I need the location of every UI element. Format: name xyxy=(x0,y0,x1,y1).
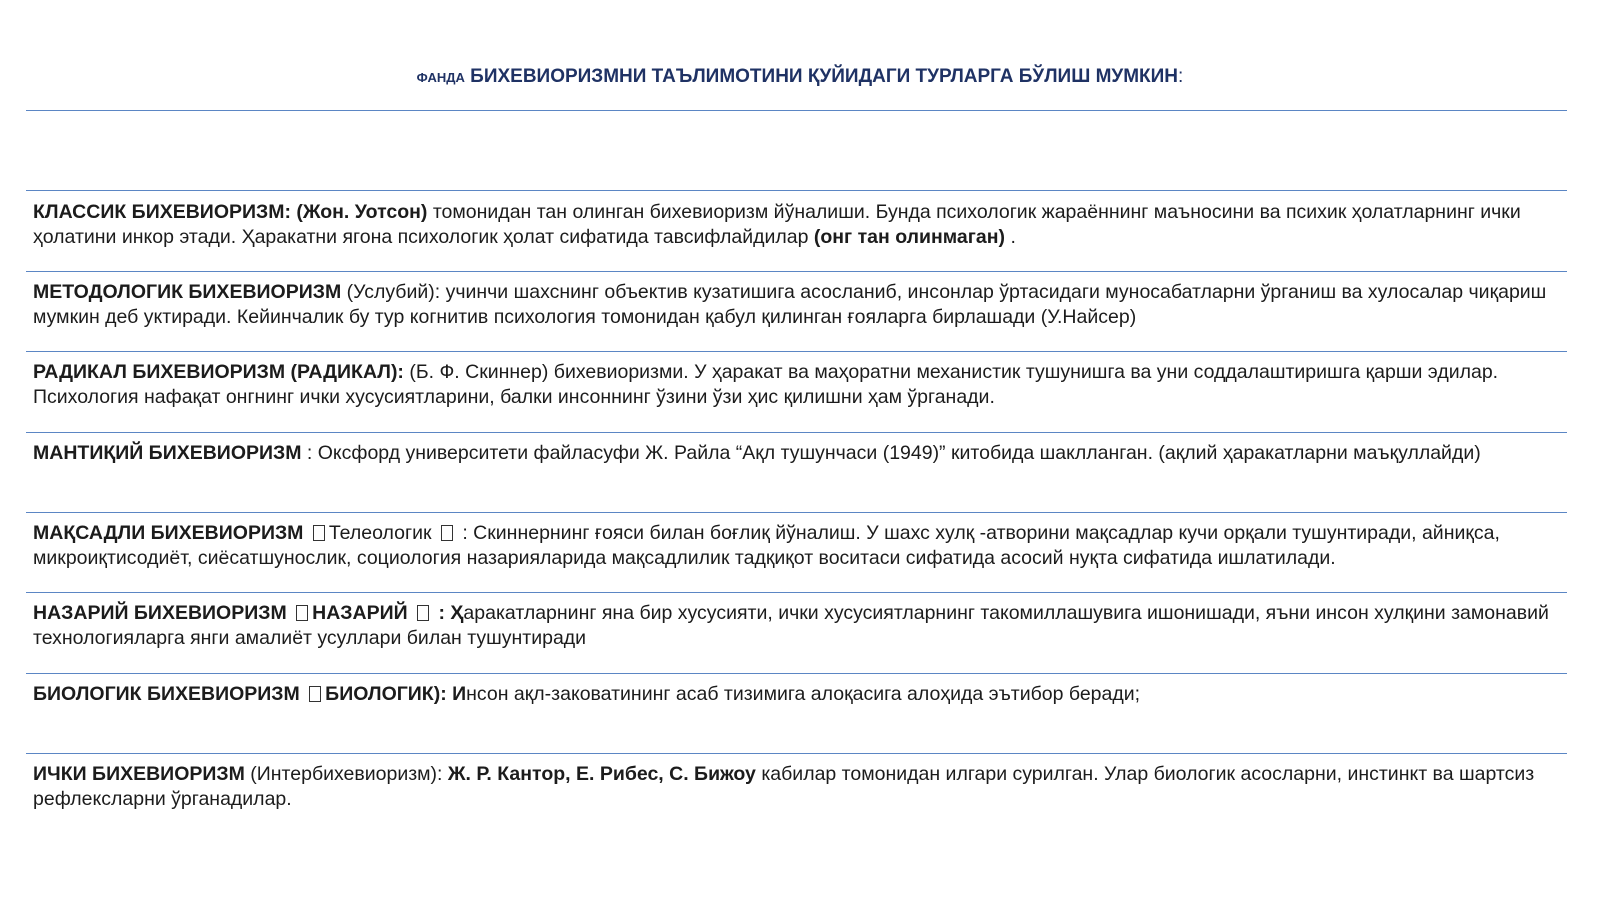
item-text: нсон ақл-заковатининг асаб тизимига алоқасига алоҳида эътибор беради; xyxy=(466,683,1141,705)
item-text: : Скиннернинг ғояси билан боғлиқ йўналиш. У шахс хулқ -атворини мақсадлар кучи орқали тушунтиради, айниқса, микроиқтисодиёт, сиёсатшунослик, социология назарияларида мақсадлилик тадқиқот воситаси сифатида асосий нуқта сифатида ишлатилади. xyxy=(33,522,1500,569)
item-text: томонидан тан олинган бихевиоризм йўналиши. Бунда психологик жараённинг маъносини ва психик ҳолатларнинг ички ҳолатини инкор этади. Ҳаракатни ягона психологик ҳолат сифатида тавсифлайдилар xyxy=(33,201,1521,248)
item-term: МАНТИҚИЙ БИХЕВИОРИЗМ xyxy=(33,442,302,464)
list-item-methodological xyxy=(33,280,1568,330)
title-main: БИХЕВИОРИЗМНИ ТАЪЛИМОТИНИ ҚУЙИДАГИ ТУРЛАРГА БЎЛИШ МУМКИН xyxy=(470,66,1179,87)
list-item-logical xyxy=(33,441,1568,466)
item-emphasis: БИОЛОГИК): И xyxy=(325,683,467,705)
item-text: аракатларнинг яна бир хусусияти, ички хусусиятларнинг такомиллашувига ишонишади, яъни инсон хулқини замонавий технологияларга янги амалиёт усуллари билан тушунтиради xyxy=(33,602,1549,649)
item-text: : Оксфорд университети файласуфи Ж. Райла “Ақл тушунчаси (1949)” китобида шаклланган. (ақлий ҳаракатларни маъқуллайди) xyxy=(301,442,1481,464)
divider xyxy=(26,110,1567,111)
missing-glyph-icon xyxy=(296,605,308,621)
item-emphasis: Ж. Р. Кантор, Е. Рибес, С. Бижоу xyxy=(447,763,756,785)
list-item-classic xyxy=(33,200,1568,250)
list-item-theoretical xyxy=(33,601,1568,651)
item-term: КЛАССИК БИХЕВИОРИЗМ: (Жон. Уотсон) xyxy=(33,201,428,223)
missing-glyph-icon xyxy=(441,525,453,541)
item-emphasis: (онг тан олинмаган) xyxy=(813,226,1006,248)
item-text: . xyxy=(1005,226,1016,248)
item-text: (Интербихевиоризм): xyxy=(244,763,448,785)
divider xyxy=(26,432,1567,433)
item-text: (Услубий): учинчи шахснинг объектив кузатишига асосланиб, инсонлар ўртасидаги муносабатларни ўрганиш ва хулосалар чиқариш мумкин деб уктиради. Кейинчалик бу тур когнитив психология томонидан қабул қилинган ғояларга бирлашади (У.Найсер) xyxy=(33,281,1547,328)
item-term: РАДИКАЛ БИХЕВИОРИЗМ (РАДИКАЛ): xyxy=(33,361,404,383)
divider xyxy=(26,592,1567,593)
page-title xyxy=(0,66,1600,88)
missing-glyph-icon xyxy=(313,525,325,541)
missing-glyph-icon xyxy=(309,686,321,702)
item-term: БИОЛОГИК БИХЕВИОРИЗМ xyxy=(33,683,300,705)
item-text: кабилар томонидан илгари сурилган. Улар биологик асосларни, инстинкт ва шартсиз рефлексларни ўрганадилар. xyxy=(33,763,1535,810)
list-item-radical xyxy=(33,360,1568,410)
title-colon: : xyxy=(1178,66,1184,87)
item-text: (Б. Ф. Скиннер) бихевиоризми. У ҳаракат ва маҳоратни механистик тушунишга ва уни соддалаштиришга қарши эдилар. Психология нафақат онгнинг ички хусусиятларини, балки инсоннинг ўзини ўзи ҳис қилишни ҳам ўрганади. xyxy=(33,361,1499,408)
item-term: МАҚСАДЛИ БИХЕВИОРИЗМ xyxy=(33,522,304,544)
divider xyxy=(26,673,1567,674)
item-term: ИЧКИ БИХЕВИОРИЗМ xyxy=(33,763,245,785)
item-term: НАЗАРИЙ БИХЕВИОРИЗМ xyxy=(33,602,287,624)
divider xyxy=(26,190,1567,191)
divider xyxy=(26,753,1567,754)
title-prefix: ФАНДА xyxy=(416,70,465,85)
item-emphasis: НАЗАРИЙ xyxy=(312,602,408,624)
divider xyxy=(26,512,1567,513)
divider xyxy=(26,271,1567,272)
divider xyxy=(26,351,1567,352)
item-text: Телеологик xyxy=(328,522,432,544)
list-item-inner xyxy=(33,762,1568,812)
list-item-biological xyxy=(33,682,1568,707)
item-term: МЕТОДОЛОГИК БИХЕВИОРИЗМ xyxy=(33,281,342,303)
item-emphasis: : Ҳ xyxy=(433,602,464,624)
list-item-purposive xyxy=(33,521,1568,571)
missing-glyph-icon xyxy=(417,605,429,621)
